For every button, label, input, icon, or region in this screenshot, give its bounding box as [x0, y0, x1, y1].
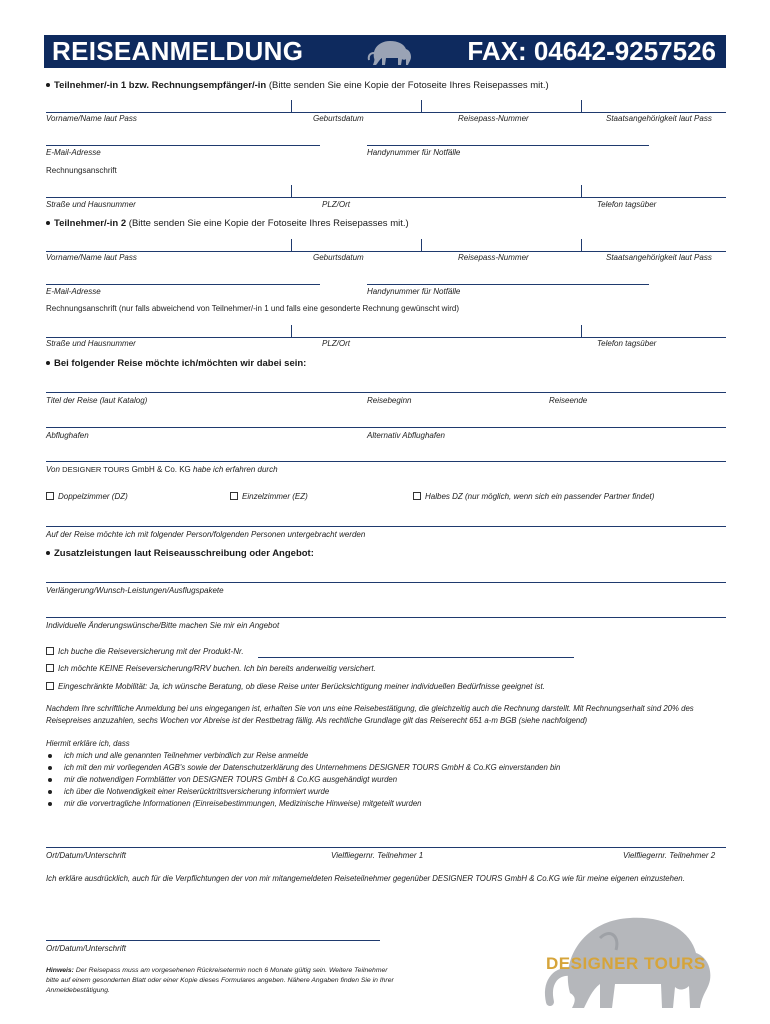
list-item: ich mit den mir vorliegenden AGB's sowie der Datenschutzerklärung des Unternehmens DESIGNER TOURS GmbH & Co.KG einverstanden bin: [46, 762, 726, 774]
form-title: REISEANMELDUNG: [52, 36, 304, 66]
email-field[interactable]: [46, 284, 320, 285]
bullet-icon: [46, 83, 50, 87]
airport-label: Abflughafen: [46, 431, 89, 440]
bullet-icon: [46, 361, 50, 365]
declaration-intro: Hiermit erkläre ich, dass: [46, 739, 130, 748]
street-label: Straße und Hausnummer: [46, 339, 136, 348]
fax-number: FAX: 04642-9257526: [467, 36, 716, 66]
zip-label: PLZ/Ort: [322, 200, 351, 209]
phone-label: Telefon tagsüber: [597, 339, 657, 348]
name-label: Vorname/Name laut Pass: [46, 114, 137, 123]
airport-line[interactable]: [46, 427, 726, 428]
checkbox[interactable]: [46, 647, 54, 655]
roommate-label: Auf der Reise möchte ich mit folgender Person/folgenden Personen untergebracht werden: [46, 530, 366, 539]
mobile-field[interactable]: [367, 284, 649, 285]
mobile-label: Handynummer für Notfälle: [367, 148, 461, 157]
referral-label: Von DESIGNER TOURS GmbH & Co. KG habe ich erfahren durch: [46, 465, 278, 474]
mobile-label: Handynummer für Notfälle: [367, 287, 461, 296]
liability-declaration: Ich erkläre ausdrücklich, auch für die Verpflichtungen der von mir mitangemeldeten Reiseteilnehmer gegenüber DESIGNER TOURS GmbH & Co.KG wie für meine eigenen einzustehen.: [46, 874, 685, 883]
trip-line[interactable]: [46, 392, 726, 393]
form-header: [44, 35, 726, 68]
place-date-signature-label-2: Ort/Datum/Unterschrift: [46, 944, 127, 953]
extension-line[interactable]: [46, 582, 726, 583]
checkbox[interactable]: [46, 664, 54, 672]
option-half-double-room[interactable]: Halbes DZ (nur möglich, wenn sich ein passender Partner findet): [413, 492, 654, 502]
field-divider: [291, 239, 292, 251]
field-divider: [421, 100, 422, 112]
mobile-field[interactable]: [367, 145, 649, 146]
participant2-heading: Teilnehmer/-in 2 (Bitte senden Sie eine Kopie der Fotoseite Ihres Reisepasses mit.): [46, 218, 409, 230]
insurance-product-field[interactable]: [258, 657, 574, 658]
roommate-line[interactable]: [46, 526, 726, 527]
individual-line[interactable]: [46, 617, 726, 618]
checkbox[interactable]: [46, 492, 54, 500]
frequent-flyer-2-label: Vielfliegernr. Teilnehmer 2: [623, 851, 716, 860]
checkbox[interactable]: [413, 492, 421, 500]
participant1-address-line[interactable]: [46, 197, 726, 198]
list-item: ich über die Notwendigkeit einer Reiserücktrittsversicherung informiert wurde: [46, 786, 726, 798]
email-label: E-Mail-Adresse: [46, 287, 101, 296]
bullet-icon: [46, 551, 50, 555]
participant2-address-line[interactable]: [46, 337, 726, 338]
nationality-label: Staatsangehörigkeit laut Pass: [606, 114, 712, 123]
phone-label: Telefon tagsüber: [597, 200, 657, 209]
extension-label: Verlängerung/Wunsch-Leistungen/Ausflugspakete: [46, 586, 224, 595]
alt-airport-label: Alternativ Abflughafen: [367, 431, 445, 440]
signature-line-2[interactable]: [46, 940, 380, 941]
field-divider: [291, 325, 292, 337]
field-divider: [581, 239, 582, 251]
field-divider: [581, 185, 582, 197]
elephant-icon: [366, 36, 416, 67]
name-label: Vorname/Name laut Pass: [46, 253, 137, 262]
trip-end-label: Reiseende: [549, 396, 588, 405]
frequent-flyer-1-label: Vielfliegernr. Teilnehmer 1: [331, 851, 424, 860]
participant1-heading: Teilnehmer/-in 1 bzw. Rechnungsempfänger/-in (Bitte senden Sie eine Kopie der Fotoseite Ihres Reisepasses mit.): [46, 80, 549, 92]
birthdate-label: Geburtsdatum: [313, 114, 364, 123]
mobility-option[interactable]: Eingeschränkte Mobilität: Ja, ich wünsche Beratung, ob diese Reise unter Berücksichtigung meiner individuellen Bedürfnisse geeignet ist.: [46, 682, 545, 692]
street-label: Straße und Hausnummer: [46, 200, 136, 209]
option-single-room[interactable]: Einzelzimmer (EZ): [230, 492, 308, 502]
trip-title-label: Titel der Reise (laut Katalog): [46, 396, 148, 405]
participant1-identity-line[interactable]: [46, 112, 726, 113]
list-item: ich mich und alle genannten Teilnehmer verbindlich zur Reise anmelde: [46, 750, 726, 762]
signature-line[interactable]: [46, 847, 726, 848]
list-item: mir die notwendigen Formblätter von DESIGNER TOURS GmbH & Co.KG ausgehändigt wurden: [46, 774, 726, 786]
terms-paragraph: Nachdem Ihre schriftliche Anmeldung bei uns eingegangen ist, erhalten Sie von uns eine Reisebestätigung, die gleichzeitig auch die Rechnung darstellt. Mit Rechnungserhalt sind 20% des Reisepreises anzuzahlen, sechs Wochen vor Abreise ist der Restbetrag fällig. Als rechtliche Grundlage gilt das Reiserecht 651 a-m BGB (siehe nachfolgend): [46, 704, 694, 725]
nationality-label: Staatsangehörigkeit laut Pass: [606, 253, 712, 262]
field-divider: [291, 185, 292, 197]
hint-note: Hinweis: Der Reisepass muss am vorgesehenen Rückreisetermin noch 6 Monate gültig sein. Weitere Teilnehmer bitte auf einem gesonderten Blatt oder einer Kopie dieses Formulares angeben. Nähere Angaben finden Sie in Ihrer Anmeldebestätigung.: [46, 967, 394, 994]
zip-label: PLZ/Ort: [322, 339, 351, 348]
billing-address-label: Rechnungsanschrift (nur falls abweichend von Teilnehmer/-in 1 und falls eine gesonderte Rechnung gewünscht wird): [46, 304, 459, 313]
logo-text: DESIGNER TOURS: [546, 954, 706, 973]
participant2-identity-line[interactable]: [46, 251, 726, 252]
passport-label: Reisepass-Nummer: [458, 253, 529, 262]
birthdate-label: Geburtsdatum: [313, 253, 364, 262]
insurance-none-option[interactable]: Ich möchte KEINE Reiseversicherung/RRV buchen. Ich bin bereits anderweitig versichert.: [46, 664, 376, 674]
checkbox[interactable]: [46, 682, 54, 690]
field-divider: [581, 325, 582, 337]
bullet-icon: [46, 221, 50, 225]
email-field[interactable]: [46, 145, 320, 146]
checkbox[interactable]: [230, 492, 238, 500]
declaration-list: [46, 750, 726, 810]
list-item: mir die vorvertragliche Informationen (Einreisebestimmungen, Medizinische Hinweise) mitgeteilt wurden: [46, 798, 726, 810]
billing-address-label: Rechnungsanschrift: [46, 166, 117, 175]
trip-start-label: Reisebeginn: [367, 396, 412, 405]
extras-heading: Zusatzleistungen laut Reiseausschreibung oder Angebot:: [46, 548, 314, 560]
insurance-buy-option[interactable]: Ich buche die Reiseversicherung mit der Produkt-Nr.: [46, 647, 244, 657]
option-double-room[interactable]: Doppelzimmer (DZ): [46, 492, 128, 502]
passport-label: Reisepass-Nummer: [458, 114, 529, 123]
field-divider: [421, 239, 422, 251]
field-divider: [291, 100, 292, 112]
individual-label: Individuelle Änderungswünsche/Bitte machen Sie mir ein Angebot: [46, 621, 280, 630]
trip-heading: Bei folgender Reise möchte ich/möchten wir dabei sein:: [46, 358, 306, 370]
email-label: E-Mail-Adresse: [46, 148, 101, 157]
place-date-signature-label: Ort/Datum/Unterschrift: [46, 851, 127, 860]
declaration-block: [46, 738, 726, 810]
field-divider: [581, 100, 582, 112]
referral-line[interactable]: [46, 461, 726, 462]
